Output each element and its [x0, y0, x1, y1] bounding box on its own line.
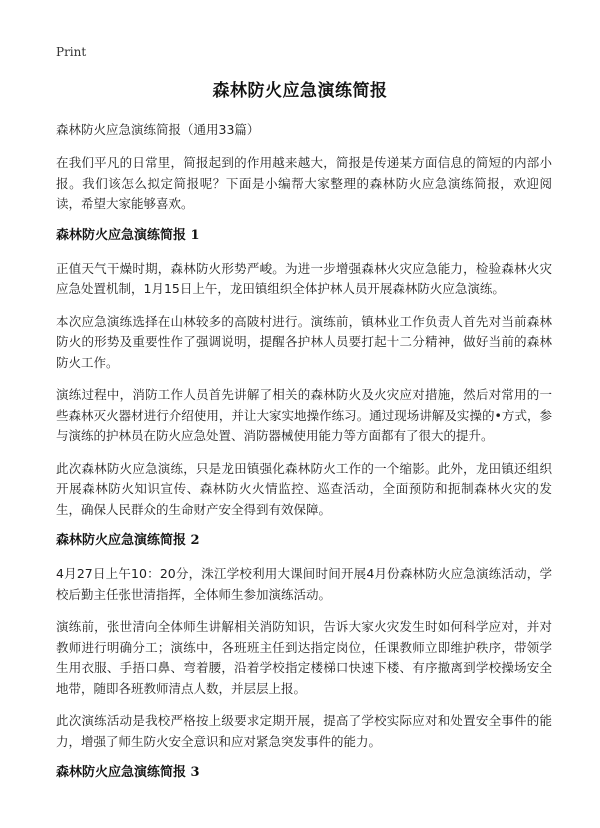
section-1-paragraph-4: 此次森林防火应急演练，只是龙田镇强化森林防火工作的一个缩影。此外，龙田镇还组织开展森林防火知识宣传、森林防火火情监控、巡查活动，全面预防和扼制森林火灾的发生，确保人民群众的生命财产安全得到有效保障。 — [56, 460, 552, 517]
section-heading-2: 森林防火应急演练简报 2 — [56, 533, 200, 548]
section-1-paragraph-1: 正值天气干燥时期，森林防火形势严峻。为进一步增强森林火灾应急能力，检验森林火灾应急处置机制，1月15日上午，龙田镇组织全体护林人员开展森林防火应急演练。 — [56, 260, 552, 296]
intro-paragraph: 在我们平凡的日常里，简报起到的作用越来越大，简报是传递某方面信息的简短的内部小报。我们该怎么拟定简报呢？下面是小编帮大家整理的森林防火应急演练简报，欢迎阅读，希望大家能够喜欢。 — [56, 155, 552, 211]
section-2-paragraph-2: 演练前，张世清向全体师生讲解相关消防知识，告诉大家火灾发生时如何科学应对，并对教师进行明确分工；演练中，各班班主任到达指定岗位，任课教师立即维护秩序，带领学生用衣服、手捂口鼻、弯着腰，沿着学校指定楼梯口快速下楼、有序撤离到学校操场安全地带，随即各班教师清点人数，并层层上报。 — [56, 619, 552, 696]
document-body — [56, 120, 552, 796]
section-heading-1: 森林防火应急演练简报 1 — [56, 227, 200, 243]
section-1-paragraph-3: 演练过程中，消防工作人员首先讲解了相关的森林防火及火灾应对措施，然后对常用的一些森林灭火器材进行介绍使用，并让大家实地操作练习。通过现场讲解及实操的•方式，参与演练的护林员在防火应急处置、消防器械使用能力等方面都有了很大的提升。 — [56, 387, 552, 443]
section-2-paragraph-1: 4月27日上午10：20分，洙江学校利用大课间时间开展4月份森林防火应急演练活动，学校后勤主任张世清指挥，全体师生参加演练活动。 — [56, 566, 552, 602]
print-link[interactable]: Print — [56, 45, 87, 59]
page-title: 森林防火应急演练简报 — [212, 81, 388, 101]
document-subtitle: 森林防火应急演练简报（通用33篇） — [56, 122, 260, 137]
section-1-paragraph-2: 本次应急演练选择在山林较多的高陂村进行。演练前，镇林业工作负责人首先对当前森林防火的形势及重要性作了强调说明，提醒各护林人员要打起十二分精神，做好当前的森林防火工作。 — [56, 313, 552, 370]
section-heading-3: 森林防火应急演练简报 3 — [56, 765, 200, 780]
section-2-paragraph-3: 此次演练活动是我校严格按上级要求定期开展，提高了学校实际应对和处置安全事件的能力，增强了师生防火安全意识和应对紧急突发事件的能力。 — [56, 713, 552, 749]
